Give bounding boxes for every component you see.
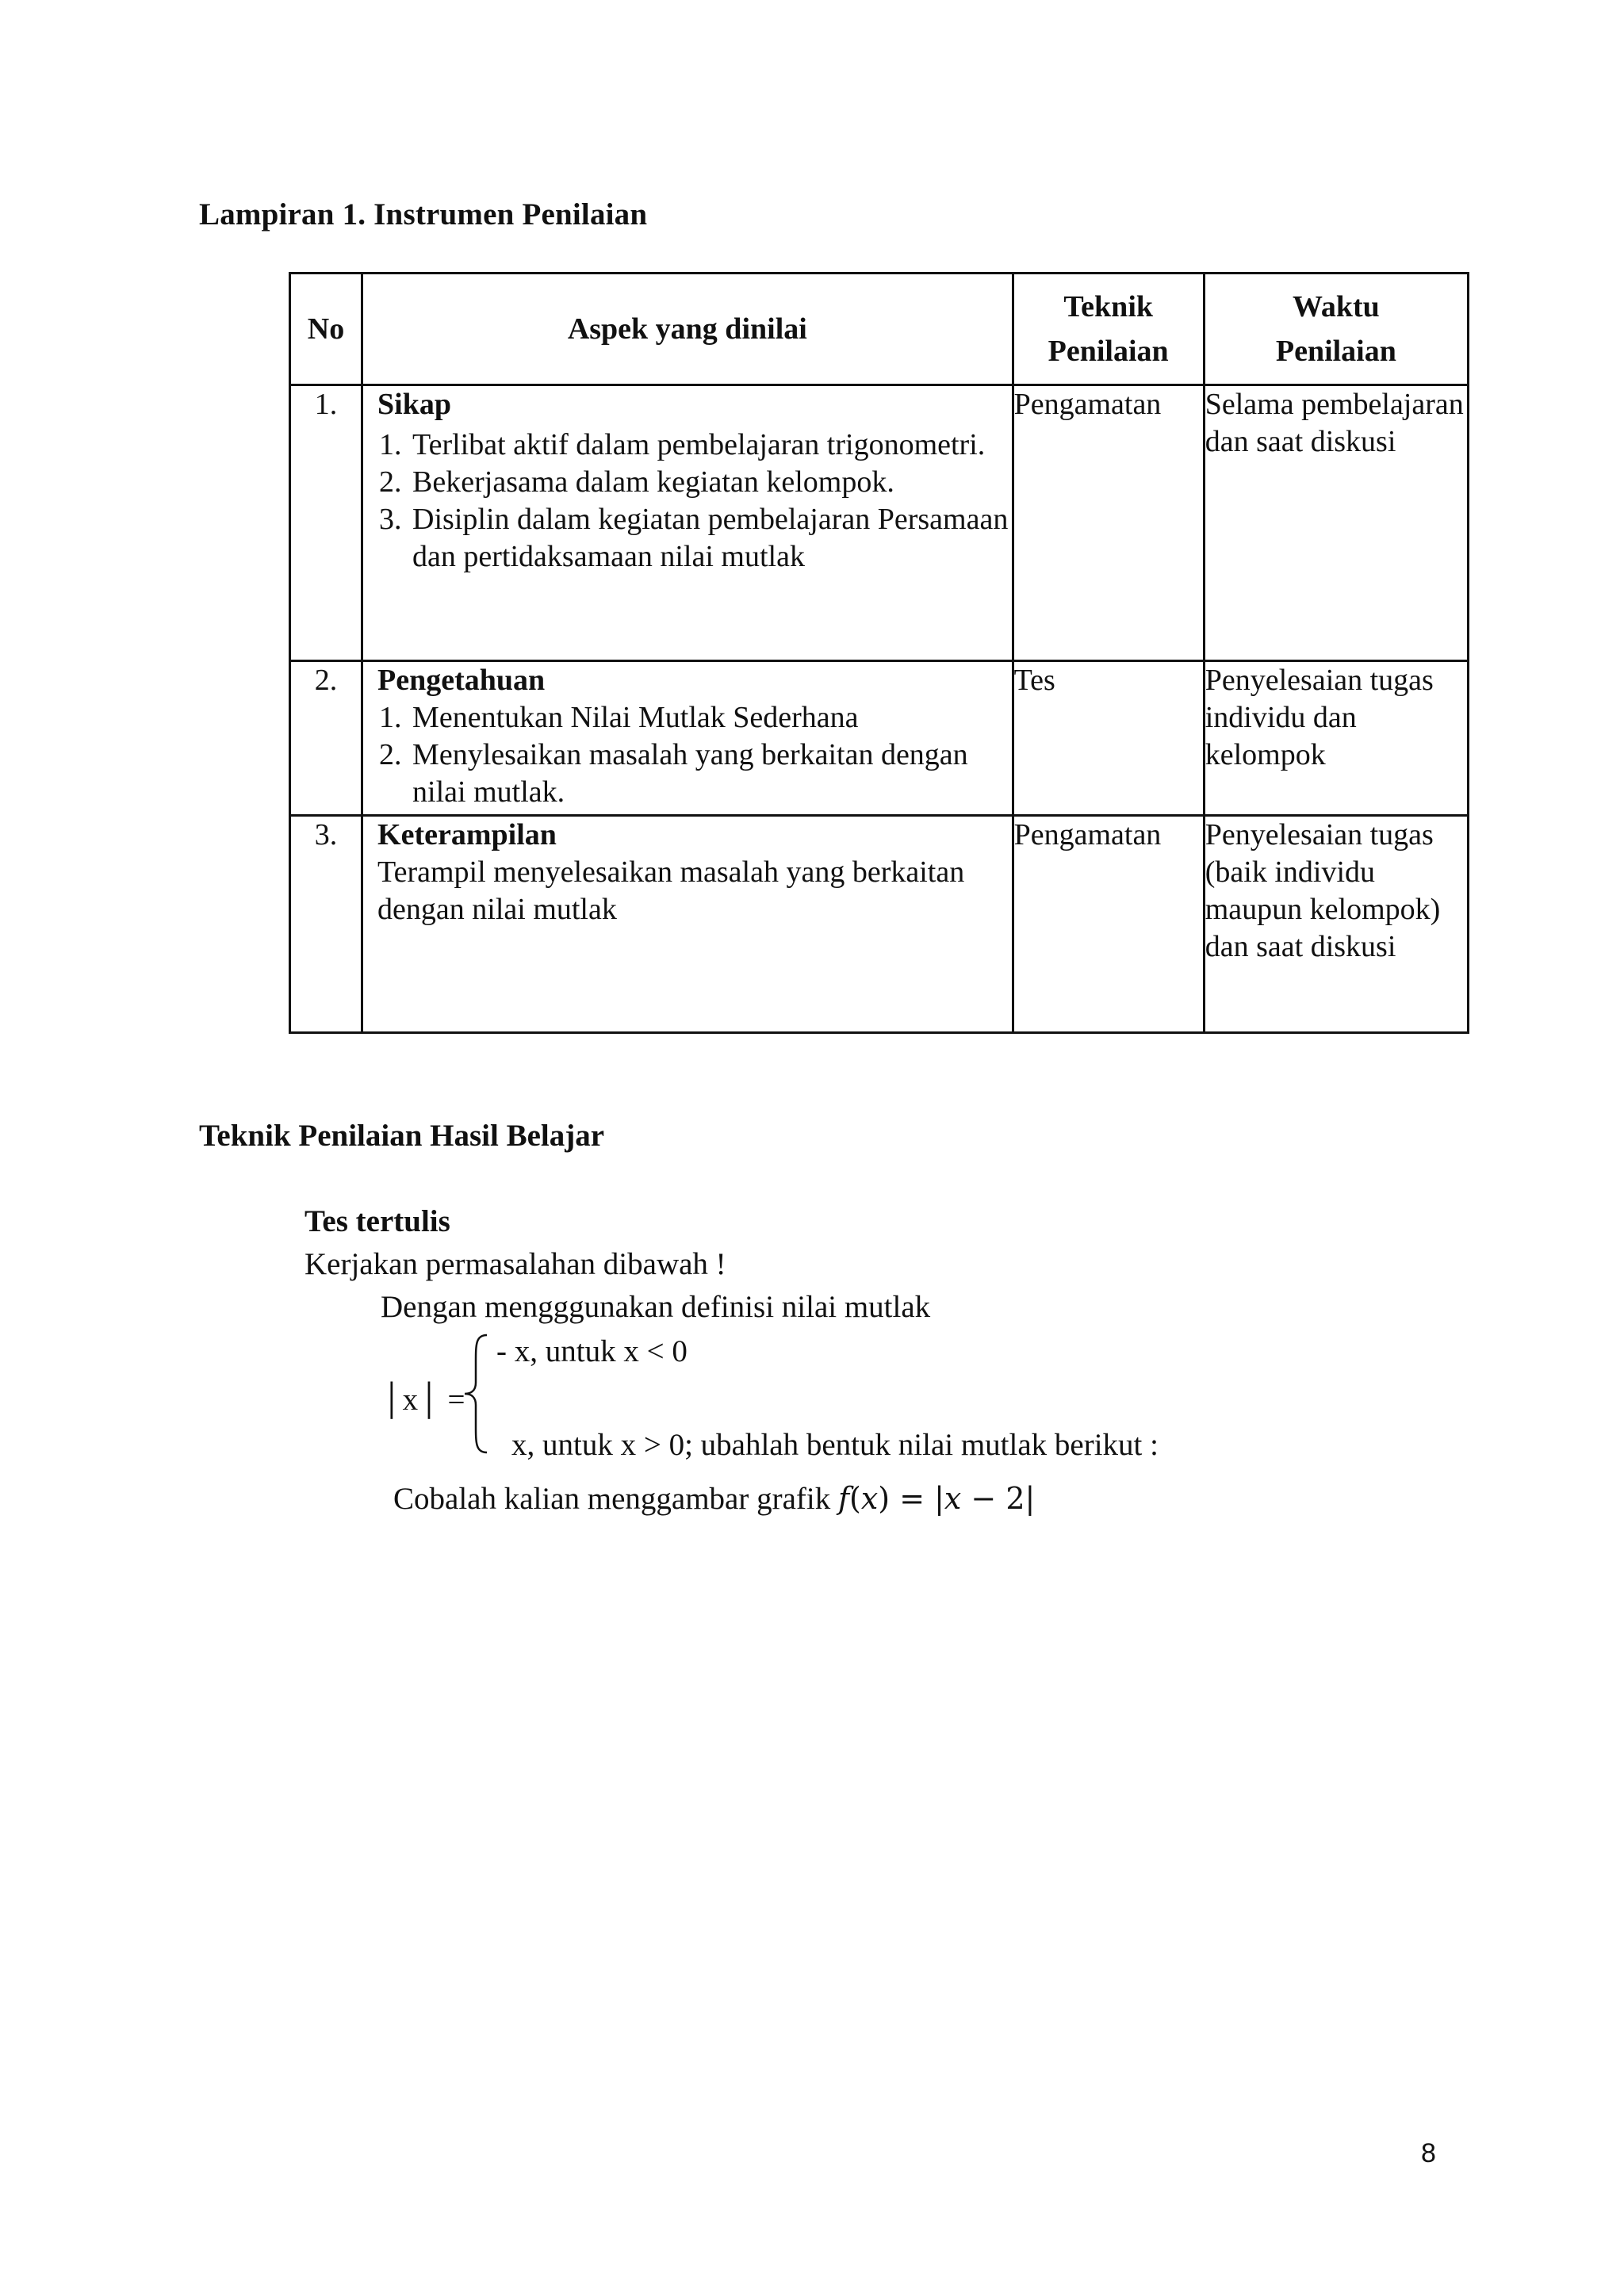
- absolute-value-lhs: │x│ =: [381, 1383, 465, 1417]
- page-heading: Lampiran 1. Instrumen Penilaian: [199, 197, 648, 232]
- header-no: No: [290, 274, 362, 385]
- table-row: [290, 661, 1469, 816]
- row-number: 1.: [290, 385, 362, 661]
- task-formula: 𝑓(𝑥) = |𝑥 − 2|: [837, 1481, 1036, 1516]
- definition-intro: Dengan mengggunakan definisi nilai mutlak: [381, 1290, 931, 1324]
- table-row: [290, 385, 1469, 661]
- section-heading: Teknik Penilaian Hasil Belajar: [199, 1119, 605, 1153]
- list-item: 3. Disiplin dalam kegiatan pembelajaran Persamaan dan pertidaksamaan nilai mutlak: [409, 501, 1012, 576]
- row-waktu: Selama pembelajaran dan saat diskusi: [1204, 385, 1468, 661]
- instruction-text: Kerjakan permasalahan dibawah !: [304, 1247, 726, 1281]
- subheading: Tes tertulis: [304, 1204, 450, 1238]
- row-waktu: Penyelesaian tugas individu dan kelompok: [1204, 661, 1468, 816]
- header-teknik: Teknik Penilaian: [1013, 274, 1204, 385]
- row-teknik: Pengamatan: [1013, 385, 1204, 661]
- table-row: [290, 816, 1469, 1033]
- row-aspek: [362, 816, 1013, 1033]
- row-teknik: Tes: [1013, 661, 1204, 816]
- list-item: 2. Bekerjasama dalam kegiatan kelompok.: [409, 464, 1012, 501]
- item-list: [363, 427, 1012, 576]
- row-text: Terampil menyelesaikan masalah yang berkaitan dengan nilai mutlak: [377, 855, 965, 926]
- row-aspek: [362, 385, 1013, 661]
- assessment-table: [289, 272, 1469, 1034]
- item-list: [363, 699, 1012, 811]
- case-positive: x, untuk x > 0; ubahlah bentuk nilai mutlak berikut :: [511, 1428, 1159, 1462]
- list-item: 1. Terlibat aktif dalam pembelajaran trigonometri.: [409, 427, 1012, 464]
- row-aspek: [362, 661, 1013, 816]
- header-waktu: Waktu Penilaian: [1204, 274, 1468, 385]
- row-number: 2.: [290, 661, 362, 816]
- curly-brace-icon: [460, 1330, 492, 1457]
- row-title: Pengetahuan: [377, 664, 546, 697]
- case-negative: - x, untuk x < 0: [496, 1334, 688, 1368]
- row-teknik: Pengamatan: [1013, 816, 1204, 1033]
- page-number: 8: [1421, 2138, 1436, 2168]
- row-number: 3.: [290, 816, 362, 1033]
- task-line: [393, 1481, 1035, 1517]
- table-header-row: [290, 274, 1469, 385]
- list-item: 1. Menentukan Nilai Mutlak Sederhana: [409, 699, 1012, 737]
- header-aspek: Aspek yang dinilai: [362, 274, 1013, 385]
- row-title: Keterampilan: [377, 818, 557, 851]
- row-waktu: Penyelesaian tugas (baik individu maupun kelompok) dan saat diskusi: [1204, 816, 1468, 1033]
- list-item: 2. Menylesaikan masalah yang berkaitan dengan nilai mutlak.: [409, 737, 1012, 811]
- row-title: Sikap: [377, 388, 452, 421]
- task-text: Cobalah kalian menggambar grafik: [393, 1482, 831, 1516]
